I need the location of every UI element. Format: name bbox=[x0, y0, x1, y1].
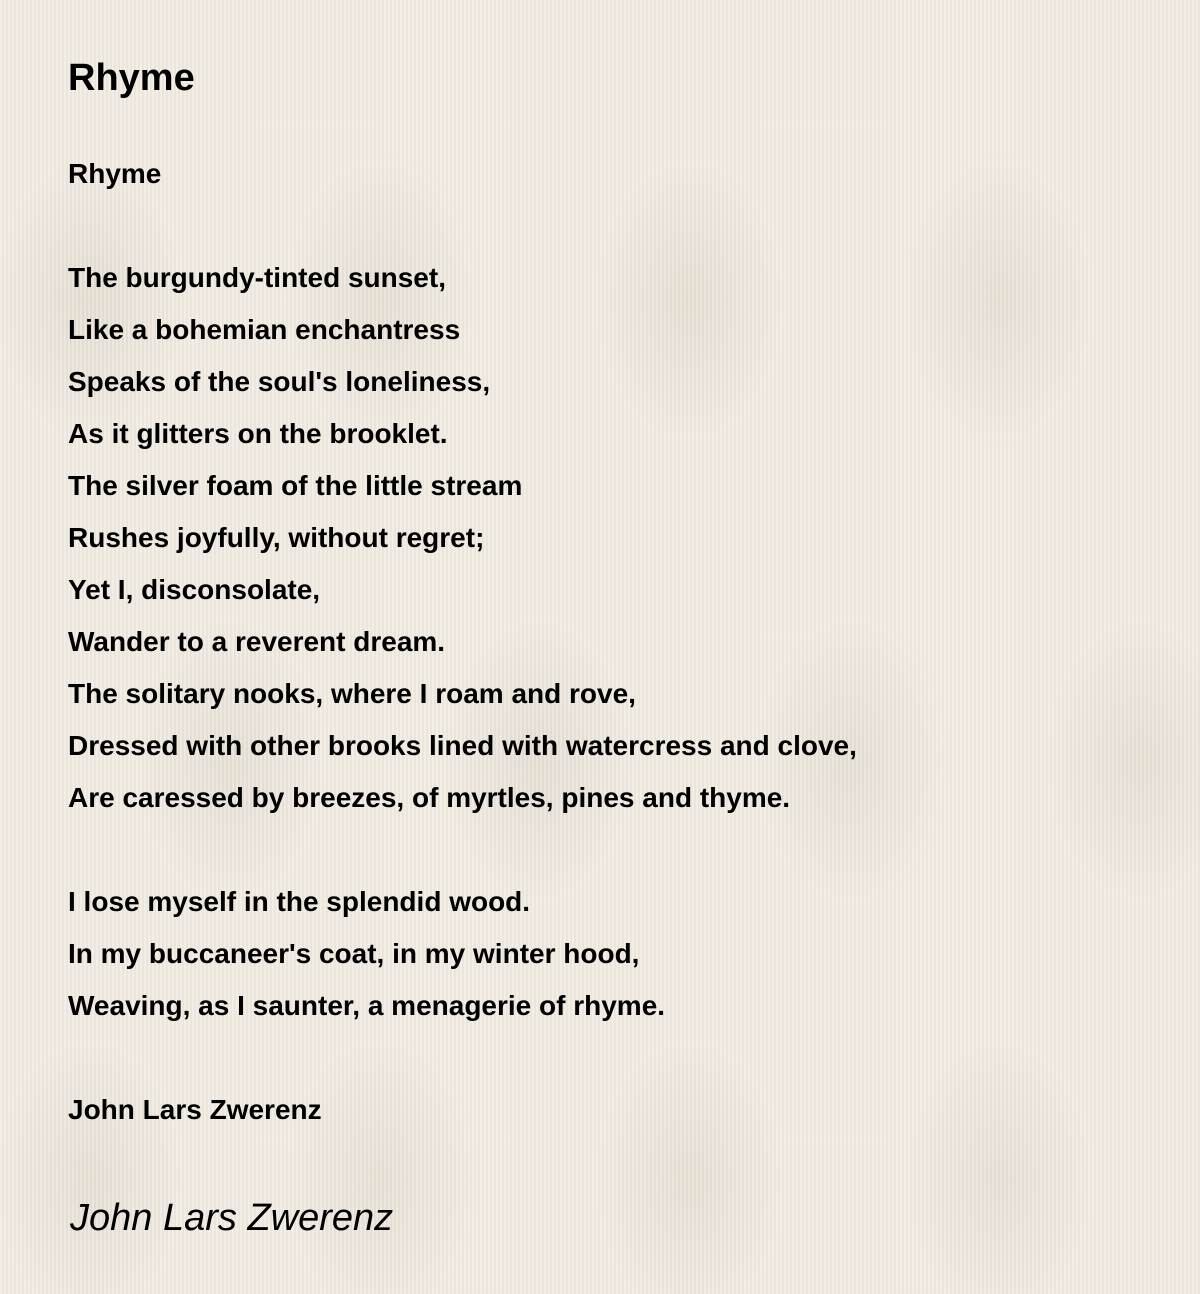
poem-heading: Rhyme bbox=[68, 158, 162, 189]
poem-line: The burgundy-tinted sunset, bbox=[68, 262, 446, 293]
stanza-gap bbox=[68, 200, 857, 252]
poem-line: Rushes joyfully, without regret; bbox=[68, 522, 485, 553]
poem-line: As it glitters on the brooklet. bbox=[68, 418, 448, 449]
author-signature: John Lars Zwerenz bbox=[70, 1197, 394, 1239]
poem-line: Yet I, disconsolate, bbox=[68, 574, 321, 605]
poem-line: Are caressed by breezes, of myrtles, pines and thyme. bbox=[68, 782, 791, 813]
poem-line: I lose myself in the splendid wood. bbox=[68, 886, 531, 917]
poem-line: Weaving, as I saunter, a menagerie of rhyme. bbox=[68, 990, 666, 1021]
poem-line: Wander to a reverent dream. bbox=[68, 626, 446, 657]
poem-line: The solitary nooks, where I roam and rove, bbox=[68, 678, 636, 709]
stanza-1 bbox=[68, 252, 857, 824]
poem-line: Dressed with other brooks lined with watercress and clove, bbox=[68, 730, 857, 761]
stanza-gap bbox=[68, 1032, 857, 1084]
stanza-gap bbox=[68, 824, 857, 876]
poem-line: Speaks of the soul's loneliness, bbox=[68, 366, 491, 397]
poem-line: Like a bohemian enchantress bbox=[68, 314, 461, 345]
poem-body bbox=[68, 148, 857, 1136]
stanza-2 bbox=[68, 876, 857, 1032]
poem-line: The silver foam of the little stream bbox=[68, 470, 523, 501]
poem-line: In my buccaneer's coat, in my winter hood, bbox=[68, 938, 640, 969]
author-line: John Lars Zwerenz bbox=[68, 1094, 322, 1125]
page-title: Rhyme bbox=[68, 57, 195, 99]
